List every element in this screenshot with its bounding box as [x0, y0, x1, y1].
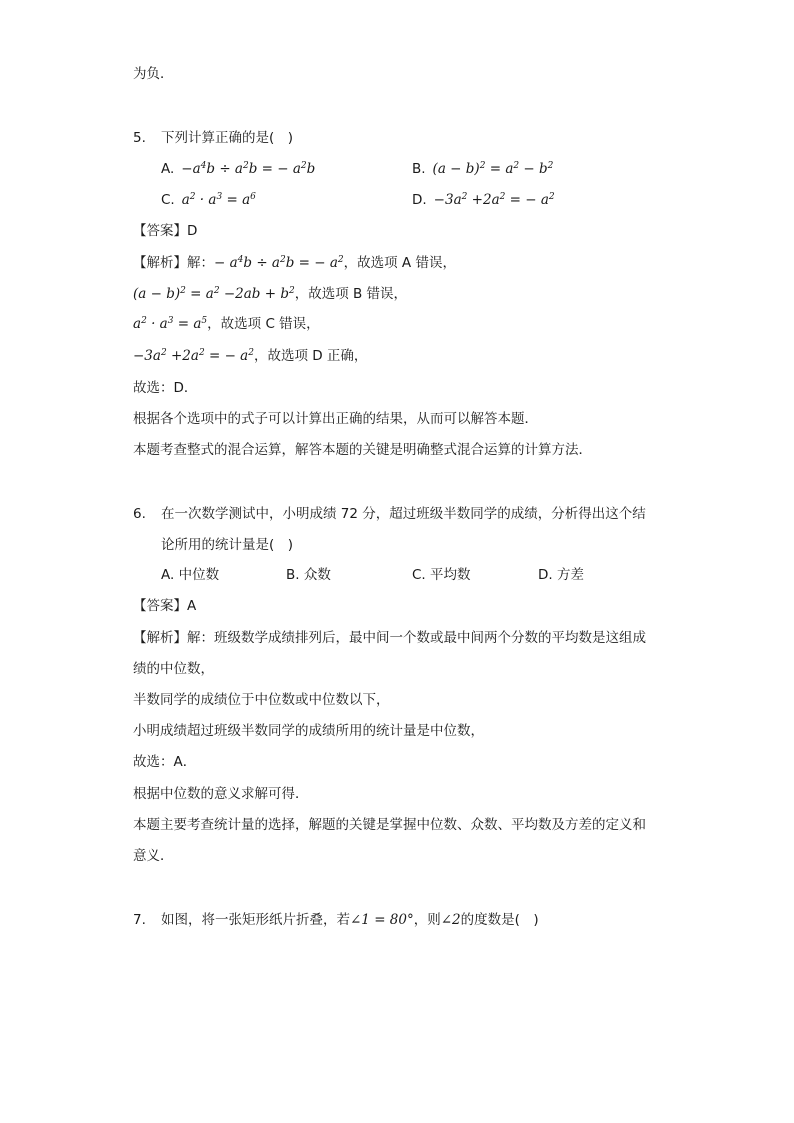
question-5-number: 5. — [133, 130, 146, 146]
q5-analysis-expr-3: $a^2 \cdot a^3 = a^5$ — [133, 316, 208, 332]
q5-analysis-step-2 — [133, 284, 407, 304]
q5-option-c-label: C. — [161, 192, 175, 208]
q5-answer-label: 【答案】 — [133, 223, 187, 239]
q6-option-d — [538, 565, 584, 585]
q6-analysis-line-4: 小明成绩超过班级半数同学的成绩所用的统计量是中位数， — [133, 723, 484, 739]
q5-analysis-expr-2: $(a - b)^2 = a^2 -2ab + b^2$ — [133, 286, 295, 302]
q6-option-c-text: 平均数 — [430, 567, 471, 583]
q6-answer-label: 【答案】 — [133, 598, 187, 614]
q5-analysis-label: 【解析】 — [133, 255, 187, 271]
q5-answer-value: D — [187, 223, 198, 239]
q5-analysis-expr-1: − $a^4b \div a^2b$ = − $a^2$ — [214, 255, 344, 271]
q5-option-b-expr: $(a - b)^2 = a^2 - b^2$ — [429, 161, 554, 177]
q6-answer — [133, 596, 196, 616]
question-6-stem-line-2: 论所用的统计量是( ) — [161, 537, 294, 553]
q5-choose: 故选：D． — [133, 380, 198, 396]
q5-option-d — [412, 190, 555, 210]
question-6-stem-line-1: 在一次数学测试中，小明成绩 72 分，超过班级半数同学的成绩，分析得出这个结 — [161, 506, 646, 522]
q5-note-2: 本题考查整式的混合运算，解答本题的关键是明确整式混合运算的计算方法． — [133, 442, 592, 458]
q5-analysis-step-4 — [133, 346, 367, 366]
q5-analysis-step-3 — [133, 314, 320, 334]
q6-analysis-line-2: 绩的中位数， — [133, 661, 214, 677]
q5-analysis-intro: 解： — [187, 255, 214, 271]
q5-analysis-tail-1: ，故选项 A 错误， — [343, 255, 456, 271]
q5-analysis-step-1 — [133, 253, 456, 273]
question-7-stem — [161, 910, 539, 930]
q7-angle-1: ∠1 = 80° — [350, 912, 414, 928]
q5-note-1: 根据各个选项中的式子可以计算出正确的结果，从而可以解答本题． — [133, 411, 538, 427]
q6-option-a — [161, 565, 219, 585]
q5-option-b — [412, 159, 553, 179]
q5-option-c-expr: $a^2 \cdot a^3 = a^6$ — [179, 192, 256, 208]
q6-analysis-line-1 — [133, 628, 646, 648]
q5-analysis-expr-4: $-3a^2 +2a^2$ = − $a^2$ — [133, 348, 254, 364]
q5-answer — [133, 221, 197, 241]
q7-stem-mid: ，则 — [413, 912, 441, 928]
q5-analysis-tail-3: ，故选项 C 错误， — [207, 316, 320, 332]
q7-stem-post: 的度数是( ) — [460, 912, 539, 928]
q6-option-a-text: 中位数 — [178, 567, 220, 583]
q6-answer-value: A — [187, 598, 197, 614]
q5-option-c — [161, 190, 256, 210]
q7-stem-pre: 如图，将一张矩形纸片折叠，若 — [161, 912, 350, 928]
q5-option-a — [161, 159, 315, 179]
q5-analysis-tail-4: ，故选项 D 正确， — [253, 348, 368, 364]
q5-option-a-expr: $-a^4b \div a^2b$ = − $a^2b$ — [178, 161, 316, 177]
q6-option-b-text: 众数 — [303, 567, 331, 583]
q7-angle-2: ∠2 — [440, 912, 461, 928]
q6-option-c — [412, 565, 471, 585]
q6-note-2-line-2: 意义． — [133, 848, 174, 864]
question-6-number: 6. — [133, 506, 146, 522]
q5-option-b-label: B. — [412, 161, 426, 177]
q6-option-b-label: B. — [286, 567, 300, 583]
q6-note-1: 根据中位数的意义求解可得． — [133, 786, 309, 802]
q6-analysis-label: 【解析】 — [133, 630, 187, 646]
q6-option-c-label: C. — [412, 567, 426, 583]
q5-option-a-label: A. — [161, 161, 175, 177]
q6-option-a-label: A. — [161, 567, 175, 583]
q5-option-d-label: D. — [412, 192, 427, 208]
question-7-number: 7. — [133, 912, 146, 928]
q6-option-b — [286, 565, 331, 585]
q6-option-d-label: D. — [538, 567, 553, 583]
q5-option-d-expr: $-3a^2 +2a^2$ = − $a^2$ — [430, 192, 555, 208]
q6-option-d-text: 方差 — [556, 567, 584, 583]
q6-analysis-text-1: 解：班级数学成绩排列后，最中间一个数或最中间两个分数的平均数是这组成 — [187, 630, 646, 646]
q6-analysis-line-3: 半数同学的成绩位于中位数或中位数以下， — [133, 692, 390, 708]
question-5-stem: 下列计算正确的是( ) — [161, 130, 294, 146]
q6-choose: 故选：A． — [133, 754, 197, 770]
q5-analysis-tail-2: ，故选项 B 错误， — [294, 286, 408, 302]
continuation-text: 为负． — [133, 66, 174, 82]
q6-note-2-line-1: 本题主要考查统计量的选择，解题的关键是掌握中位数、众数、平均数及方差的定义和 — [133, 817, 646, 833]
